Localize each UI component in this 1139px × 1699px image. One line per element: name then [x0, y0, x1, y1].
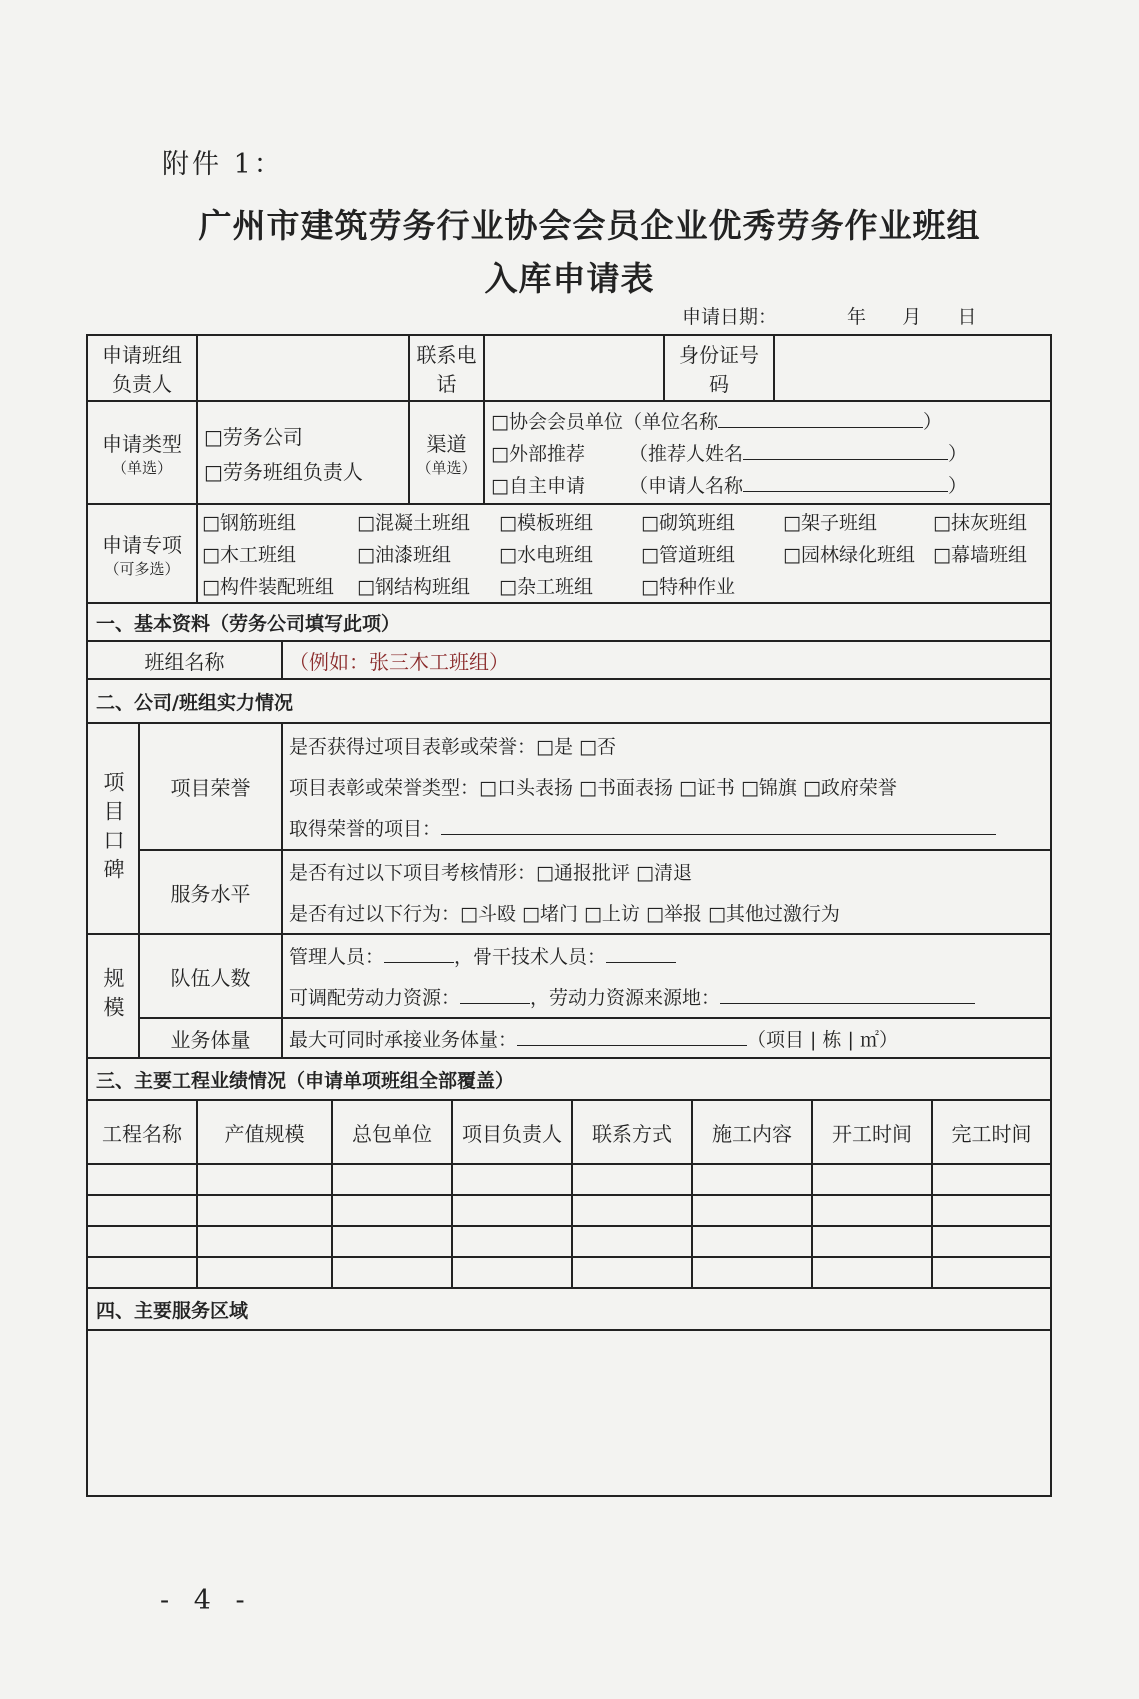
channel-options [484, 401, 1051, 504]
channel-member-end: ） [922, 411, 942, 433]
col-start-date: 开工时间 [812, 1100, 932, 1164]
cell[interactable] [452, 1195, 572, 1226]
channel-member-line[interactable] [718, 409, 923, 428]
specialty-option[interactable]: □杂工班组 [499, 576, 593, 598]
scale-group-label: 规模 [87, 934, 139, 1058]
col-project-leader: 项目负责人 [452, 1100, 572, 1164]
type-note: （单选） [111, 458, 172, 477]
channel-self-paren: （申请人名称 [629, 475, 744, 497]
phone-label: 联系电话 [409, 335, 484, 401]
specialty-row [86, 503, 1052, 604]
volume-cell [282, 1018, 1051, 1058]
channel-member-opt[interactable]: □协会会员单位 [491, 411, 623, 433]
specialty-option[interactable]: □构件装配班组 [202, 576, 334, 598]
honor-label: 项目荣誉 [139, 723, 282, 850]
specialty-option[interactable]: □架子班组 [783, 512, 877, 534]
labor-source-line[interactable] [720, 985, 975, 1004]
cell[interactable] [332, 1226, 452, 1257]
cell[interactable] [812, 1195, 932, 1226]
contact-row [86, 334, 1052, 402]
specialty-option[interactable]: □钢筋班组 [202, 512, 296, 534]
service-question-1[interactable]: 是否有过以下项目考核情形：□通报批评 □清退 [289, 862, 692, 884]
manager-label: 管理人员： [289, 946, 385, 968]
col-contact: 联系方式 [572, 1100, 692, 1164]
section4-heading: 四、主要服务区域 [87, 1288, 1051, 1330]
manager-row [289, 942, 1044, 969]
manager-line[interactable] [384, 944, 454, 963]
specialty-option[interactable]: □混凝土班组 [357, 512, 470, 534]
cell[interactable] [932, 1226, 1051, 1257]
type-label: 申请类型 [102, 431, 182, 456]
specialty-label: 申请专项 [102, 532, 182, 557]
honor-project-row [289, 814, 1044, 841]
channel-self-opt[interactable]: □自主申请 [491, 475, 585, 497]
honor-question-1[interactable]: 是否获得过项目表彰或荣誉：□是 □否 [289, 736, 616, 758]
cell[interactable] [87, 1195, 197, 1226]
core-tech-line[interactable] [606, 944, 676, 963]
specialty-label-cell [87, 504, 197, 603]
specialty-option[interactable]: □木工班组 [202, 544, 296, 566]
id-label: 身份证号码 [664, 335, 774, 401]
col-output-scale: 产值规模 [197, 1100, 332, 1164]
section1 [86, 602, 1052, 724]
reputation-group-label: 项目口碑 [87, 723, 139, 934]
channel-self [491, 471, 1044, 498]
volume-units: （项目 | 栋 | ㎡） [747, 1028, 898, 1051]
specialty-option[interactable]: □钢结构班组 [357, 576, 470, 598]
team-name-label: 班组名称 [87, 641, 282, 679]
volume-text: 最大可同时承接业务体量： [289, 1028, 518, 1051]
honor-project-line[interactable] [441, 816, 996, 835]
specialty-option[interactable]: □油漆班组 [357, 544, 451, 566]
channel-referral-end: ） [948, 443, 968, 465]
specialty-note: （可多选） [104, 559, 180, 578]
cell[interactable] [812, 1226, 932, 1257]
cell[interactable] [197, 1226, 332, 1257]
table-row [87, 1226, 1051, 1257]
cell[interactable] [572, 1226, 692, 1257]
cell[interactable] [87, 1226, 197, 1257]
form-title-line1: 广州市建筑劳务行业协会会员企业优秀劳务作业班组 [198, 206, 981, 245]
date-label: 申请日期： [682, 306, 778, 328]
cell[interactable] [572, 1164, 692, 1195]
table-row [87, 1164, 1051, 1195]
cell[interactable] [572, 1195, 692, 1226]
specialty-options [197, 504, 1051, 603]
col-general-contractor: 总包单位 [332, 1100, 452, 1164]
type-options [197, 401, 409, 504]
specialty-option[interactable]: □水电班组 [499, 544, 593, 566]
honor-project-label: 取得荣誉的项目： [289, 818, 442, 840]
cell[interactable] [332, 1257, 452, 1288]
cell[interactable] [692, 1226, 812, 1257]
section3 [86, 1057, 1052, 1289]
attachment-label: 附件 1： [162, 149, 284, 180]
id-field[interactable] [774, 335, 1051, 401]
channel-note: （单选） [416, 458, 477, 477]
type-option-leader[interactable]: □劳务班组负责人 [204, 459, 363, 484]
page-number: - 4 - [160, 1585, 253, 1616]
section1-heading: 一、基本资料（劳务公司填写此项） [87, 603, 1051, 641]
cell[interactable] [692, 1195, 812, 1226]
col-construction-content: 施工内容 [692, 1100, 812, 1164]
honor-cell [282, 723, 1051, 850]
cell[interactable] [812, 1164, 932, 1195]
channel-member [491, 407, 1044, 434]
application-form [86, 334, 1052, 1497]
specialty-option[interactable]: □砌筑班组 [641, 512, 735, 534]
application-date [682, 302, 977, 329]
team-size-cell [282, 934, 1051, 1018]
table-row [87, 1257, 1051, 1288]
type-label-cell [87, 401, 197, 504]
cell[interactable] [932, 1257, 1051, 1288]
type-option-company[interactable]: □劳务公司 [204, 424, 303, 449]
cell[interactable] [452, 1257, 572, 1288]
channel-referral [491, 439, 1044, 466]
volume-label: 业务体量 [139, 1018, 282, 1058]
channel-referral-paren: （推荐人姓名 [629, 443, 744, 465]
labor-line[interactable] [460, 985, 530, 1004]
section4 [86, 1287, 1052, 1497]
channel-label-cell [409, 401, 484, 504]
cell[interactable] [197, 1164, 332, 1195]
labor-label: 可调配劳动力资源： [289, 987, 461, 1009]
volume-line[interactable] [517, 1027, 747, 1046]
cell[interactable] [332, 1164, 452, 1195]
section2 [86, 722, 1052, 1059]
phone-field[interactable] [484, 335, 664, 401]
form-title-line2: 入库申请表 [484, 259, 655, 298]
cell[interactable] [812, 1257, 932, 1288]
cell[interactable] [332, 1195, 452, 1226]
specialty-option[interactable]: □特种作业 [641, 576, 735, 598]
date-units: 年 月 日 [847, 306, 977, 328]
section2-heading: 二、公司/班组实力情况 [87, 679, 1051, 723]
service-cell [282, 850, 1051, 934]
col-project-name: 工程名称 [87, 1100, 197, 1164]
service-label: 服务水平 [139, 850, 282, 934]
channel-self-line[interactable] [743, 473, 948, 492]
team-size-label: 队伍人数 [139, 934, 282, 1018]
leader-label: 申请班组负责人 [87, 335, 197, 401]
service-question-2[interactable]: 是否有过以下行为：□斗殴 □堵门 □上访 □举报 □其他过激行为 [289, 903, 840, 925]
specialty-option[interactable]: □抹灰班组 [933, 512, 1027, 534]
labor-source-label: ，劳动力资源来源地： [530, 987, 721, 1009]
col-end-date: 完工时间 [932, 1100, 1051, 1164]
cell[interactable] [452, 1226, 572, 1257]
channel-self-end: ） [948, 475, 968, 497]
specialty-option[interactable]: □幕墙班组 [933, 544, 1027, 566]
cell[interactable] [452, 1164, 572, 1195]
cell[interactable] [197, 1257, 332, 1288]
cell[interactable] [197, 1195, 332, 1226]
cell[interactable] [932, 1164, 1051, 1195]
cell[interactable] [692, 1257, 812, 1288]
channel-referral-line[interactable] [743, 441, 948, 460]
leader-field[interactable] [197, 335, 409, 401]
cell[interactable] [692, 1164, 812, 1195]
core-tech-label: ，骨干技术人员： [454, 946, 607, 968]
honor-question-2[interactable]: 项目表彰或荣誉类型：□口头表扬 □书面表扬 □证书 □锦旗 □政府荣誉 [289, 777, 897, 799]
service-area-field[interactable] [87, 1330, 1051, 1496]
cell[interactable] [932, 1195, 1051, 1226]
cell[interactable] [87, 1164, 197, 1195]
cell[interactable] [87, 1257, 197, 1288]
table-row [87, 1195, 1051, 1226]
specialty-option[interactable]: □模板班组 [499, 512, 593, 534]
channel-referral-opt[interactable]: □外部推荐 [491, 443, 585, 465]
section3-heading: 三、主要工程业绩情况（申请单项班组全部覆盖） [87, 1058, 1051, 1100]
channel-member-paren: （单位名称 [622, 411, 718, 433]
labor-row [289, 983, 1044, 1010]
team-name-field[interactable]: （例如：张三木工班组） [282, 641, 1051, 679]
channel-label: 渠道 [426, 431, 467, 456]
specialty-option[interactable]: □管道班组 [641, 544, 735, 566]
type-row [86, 400, 1052, 505]
cell[interactable] [572, 1257, 692, 1288]
specialty-option[interactable]: □园林绿化班组 [783, 544, 915, 566]
